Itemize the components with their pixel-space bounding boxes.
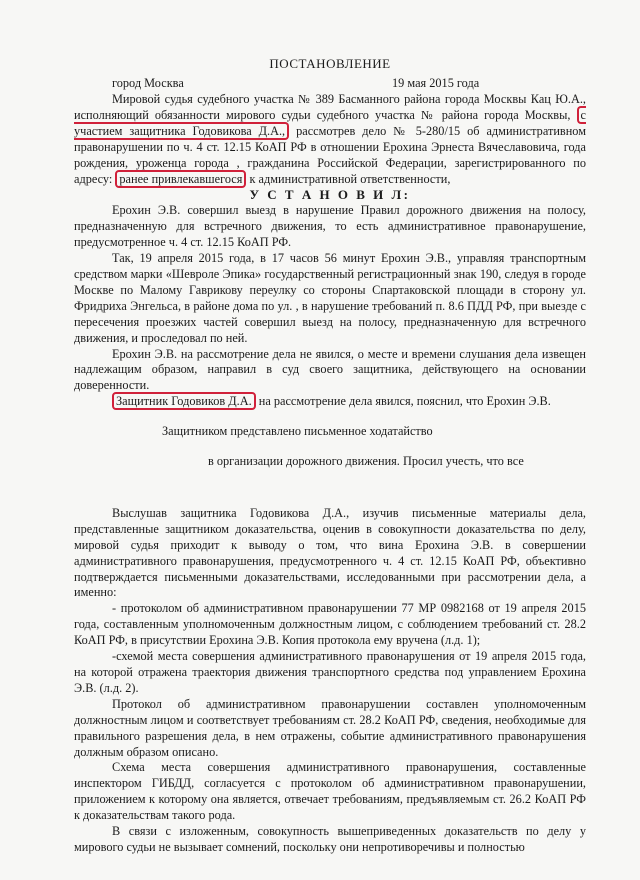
paragraph-3: Ерохин Э.В. на рассмотрение дела не явился, о месте и времени слушания дела извещен надлежащим образом, направил в суд своего защитника, действующего на основании доверенности. [74,346,586,393]
paragraph-1: Ерохин Э.В. совершил выезд в нарушение Правил дорожного движения на полосу, предназначенную для встречного движения, то есть административное правонарушение, предусмотренное ч. 4 ст. 12.15 КоАП РФ. [74,203,586,250]
section-heading: У С Т А Н О В И Л: [249,187,411,203]
highlight-defender: с участием защитника Годовикова Д.А., [74,107,586,138]
city: город Москва [112,76,184,90]
paragraph-4-text: на рассмотрение дела явился, пояснил, что Ерохин Э.В. [258,394,551,409]
paragraph-10: Протокол об административном правонарушении составлен уполномоченным должностным лицом и соответствует требованиям ст. 28.2 КоАП РФ, сведения, необходимые для правильного разрешения дела, в нем отражены, событие административного правонарушения должным образом описано. [74,696,586,759]
highlight-defender-2: Защитник Годовиков Д.А. [112,392,256,410]
paragraph-11: Схема места совершения административного правонарушения, составленные инспектором ГИБДД, согласуется с протоколом об административном правонарушении, приложением к которому она является, отвечает требованиям, предъявляемым ст. 26.2 КоАП РФ к доказательствам такого рода. [74,760,586,823]
paragraph-9: -схемой места совершения административного правонарушения от 19 апреля 2015 года, на которой отражена траектория движения транспортного средства под управлением Ерохина Э.В. (л.д. 2). [74,649,586,695]
paragraph-8: - протоколом об административном правонарушении 77 МР 0982168 от 19 апреля 2015 года, составленным уполномоченным должностным лицом, с соблюдением требований ст. 28.2 КоАП РФ, в присутствии Ерохина Э.В. Копия протокола ему вручена (л.д. 1); [74,601,586,648]
redacted-gap-1 [74,410,586,424]
intro-text-c: к административной ответственности, [249,171,451,186]
highlight-previously: ранее привлекавшегося [115,170,246,188]
paragraph-5: Защитником представлено письменное ходатайство [162,424,433,439]
redacted-gap-2 [74,440,586,454]
paragraph-12: В связи с изложенным, совокупность вышеприведенных доказательств по делу у мирового судьи не вызывает сомнений, поскольку они непротиворечивы и полностью [74,824,586,854]
paragraph-7: Выслушав защитника Годовикова Д.А., изучив письменные материалы дела, представленные защитником доказательства, оценив в совокупности доказательства по делу, мировой судья приходит к выводу о том, что вина Ерохина Э.В. в совершении административного правонарушения, предусмотренного ч. 4 ст. 12.15 КоАП РФ, объективно подтверждается письменными доказательствами, исследованными при рассмотрении дела, а именно: [74,505,586,600]
paragraph-4 [74,394,586,410]
document-body [74,56,586,856]
paragraph-2: Так, 19 апреля 2015 года, в 17 часов 56 минут Ерохин Э.В., управляя транспортным средством марки «Шевроле Эпика» государственный регистрационный знак 190, следуя в городе Москве по Малому Гаврикову переулку со стороны Спартаковской площади в сторону ул. Фридриха Энгельса, в районе дома по ул. , в нарушение требований п. 8.6 ПДД РФ, при выезде с пересечения проезжих частей совершил выезд на полосу, предназначенную для встречного движения, и проследовал по ней. [74,251,586,345]
date: 19 мая 2015 года [392,76,480,90]
redacted-gap-3 [74,470,586,506]
intro-text-b: рассмотрев дело № 5-280/15 об административном правонарушении по ч. 4 ст. 12.15 КоАП РФ в отношении Ерохина Эрнеста Вячеславовича, года рождения, уроженца города , гражданина Российской Федерации, зарегистрированного по адресу: [74,123,586,186]
intro-paragraph [74,92,586,187]
place-date-line [74,76,586,92]
intro-text-a: Мировой судья судебного участка № 389 Басманного района города Москвы Кац Ю.А., исполняющий обязанности мирового судьи судебного участка № района города Москвы, [74,92,586,122]
paragraph-6: в организации дорожного движения. Просил учесть, что все [208,454,524,469]
document-title: ПОСТАНОВЛЕНИЕ [269,56,391,71]
